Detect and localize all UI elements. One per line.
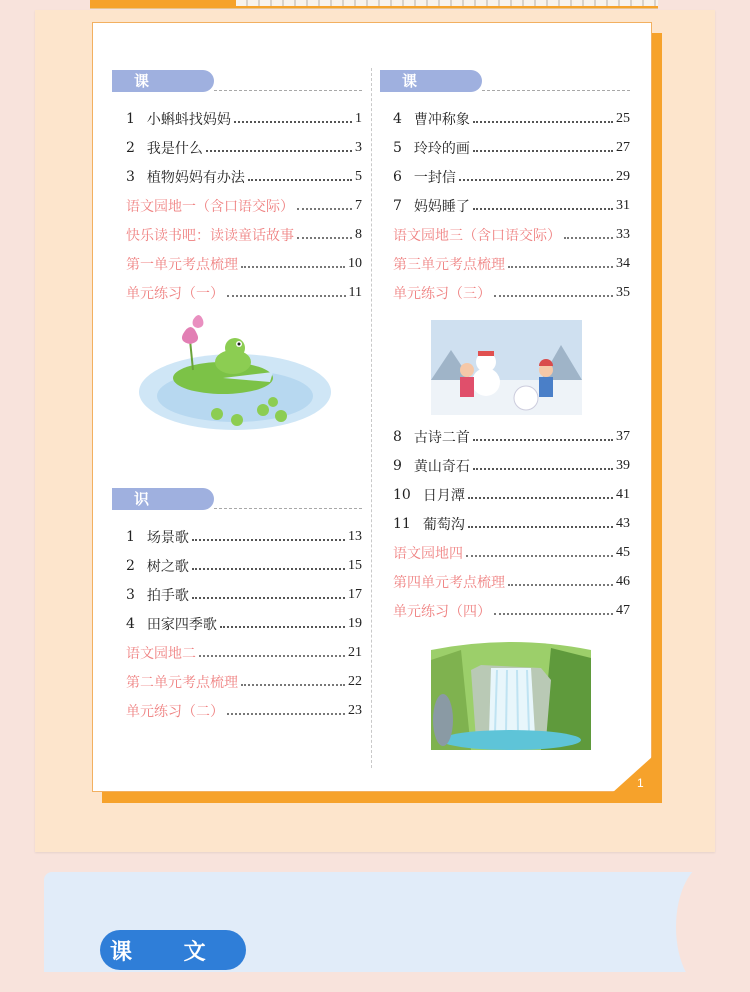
toc-entry-number: 9 [393, 457, 402, 474]
toc-entry-title: 单元练习（四） [393, 603, 491, 620]
toc-entry-page: 3 [355, 139, 362, 155]
toc-entry-number: 11 [393, 515, 411, 532]
toc-entry-page: 43 [616, 515, 630, 531]
dot-leader [468, 497, 613, 499]
dot-leader [564, 237, 613, 239]
toc-entry-page: 19 [348, 615, 362, 631]
dot-leader [473, 150, 613, 152]
section-rule [214, 508, 362, 509]
toc-entry-number: 5 [393, 139, 402, 156]
top-page-strip [90, 0, 658, 9]
toc-entry-title: 第三单元考点梳理 [393, 256, 505, 273]
toc-entry-number: 2 [126, 139, 135, 156]
dot-leader [508, 584, 613, 586]
toc-entry-number: 3 [126, 586, 135, 603]
dot-leader [473, 121, 613, 123]
dot-leader [473, 468, 613, 470]
dot-leader [494, 613, 613, 615]
toc-entry-title: 语文园地三（含口语交际） [393, 227, 561, 244]
toc-entry-title: 单元练习（一） [126, 285, 224, 302]
toc-entry-title: 第一单元考点梳理 [126, 256, 238, 273]
section-label-kewen-right: 课 文 [380, 70, 482, 92]
toc-entry-title: 树之歌 [146, 558, 189, 575]
toc-entry-page: 15 [348, 557, 362, 573]
toc-entry-title: 葡萄沟 [422, 516, 465, 533]
toc-entry-title: 小蝌蚪找妈妈 [146, 111, 231, 128]
toc-entry-title: 场景歌 [146, 529, 189, 546]
toc-entry-page: 34 [616, 255, 630, 271]
toc-entry-number: 8 [393, 428, 402, 445]
toc-entry-page: 27 [616, 139, 630, 155]
toc-entry-page: 45 [616, 544, 630, 560]
toc-entry-page: 31 [616, 197, 630, 213]
toc-entry[interactable] [393, 133, 630, 162]
toc-entry[interactable] [393, 104, 630, 133]
dot-leader [192, 539, 345, 541]
toc-entry[interactable] [126, 278, 362, 307]
dot-leader [241, 266, 345, 268]
dot-leader [199, 655, 345, 657]
toc-entry-title: 玲玲的画 [413, 140, 470, 157]
column-divider [371, 68, 372, 768]
toc-entry-number: 4 [393, 110, 402, 127]
toc-entry[interactable] [126, 638, 362, 667]
dot-leader [220, 626, 345, 628]
toc-entry[interactable] [393, 191, 630, 220]
toc-entry[interactable] [393, 567, 630, 596]
dot-leader [206, 150, 352, 152]
toc-list-left-1 [126, 104, 362, 307]
section-rule [482, 90, 630, 91]
dot-leader [227, 713, 345, 715]
toc-entry[interactable] [126, 220, 362, 249]
toc-entry-title: 我是什么 [146, 140, 203, 157]
toc-entry-number: 4 [126, 615, 135, 632]
toc-entry-number: 6 [393, 168, 402, 185]
waterfall-landscape-illustration [431, 640, 591, 750]
toc-entry-number: 1 [126, 528, 135, 545]
toc-entry[interactable] [393, 451, 630, 480]
toc-entry-number: 1 [126, 110, 135, 127]
toc-entry[interactable] [393, 480, 630, 509]
dot-leader [192, 597, 345, 599]
toc-entry-page: 29 [616, 168, 630, 184]
section-label-shizi: 识 字 [112, 488, 214, 510]
toc-entry-page: 41 [616, 486, 630, 502]
dot-leader [466, 555, 613, 557]
toc-entry-title: 黄山奇石 [413, 458, 470, 475]
section-label-kewen-left: 课 文 [112, 70, 214, 92]
toc-list-left-2 [126, 522, 362, 725]
toc-entry-page: 1 [355, 110, 362, 126]
toc-entry[interactable] [126, 162, 362, 191]
toc-entry[interactable] [126, 609, 362, 638]
toc-entry-number: 3 [126, 168, 135, 185]
dot-leader [297, 208, 352, 210]
toc-entry-page: 8 [355, 226, 362, 242]
dot-leader [297, 237, 352, 239]
toc-entry-title: 语文园地二 [126, 645, 196, 662]
section-rule [214, 90, 362, 91]
toc-entry[interactable] [393, 220, 630, 249]
dot-leader [248, 179, 352, 181]
toc-entry-title: 田家四季歌 [146, 616, 217, 633]
dot-leader [468, 526, 613, 528]
dot-leader [192, 568, 345, 570]
toc-entry-title: 单元练习（三） [393, 285, 491, 302]
dot-leader [241, 684, 345, 686]
toc-entry[interactable] [126, 133, 362, 162]
toc-entry-title: 第二单元考点梳理 [126, 674, 238, 691]
toc-entry-title: 快乐读书吧：读读童话故事 [126, 227, 294, 244]
toc-entry-page: 21 [348, 644, 362, 660]
toc-entry[interactable] [393, 278, 630, 307]
toc-entry[interactable] [393, 538, 630, 567]
toc-entry[interactable] [126, 667, 362, 696]
toc-entry[interactable] [126, 104, 362, 133]
toc-entry-title: 妈妈睡了 [413, 198, 470, 215]
toc-entry[interactable] [126, 696, 362, 725]
toc-entry-page: 39 [616, 457, 630, 473]
dot-leader [508, 266, 613, 268]
toc-entry-page: 13 [348, 528, 362, 544]
next-section-label: 课 文 [100, 930, 246, 970]
toc-entry[interactable] [393, 162, 630, 191]
toc-entry[interactable] [393, 249, 630, 278]
toc-entry-title: 语文园地四 [393, 545, 463, 562]
toc-entry-title: 曹冲称象 [413, 111, 470, 128]
toc-entry-number: 2 [126, 557, 135, 574]
toc-entry-title: 语文园地一（含口语交际） [126, 198, 294, 215]
toc-entry-page: 46 [616, 573, 630, 589]
dot-leader [494, 295, 613, 297]
toc-entry-page: 37 [616, 428, 630, 444]
toc-entry-title: 植物妈妈有办法 [146, 169, 245, 186]
toc-entry[interactable] [126, 522, 362, 551]
toc-entry-title: 单元练习（二） [126, 703, 224, 720]
toc-entry[interactable] [126, 551, 362, 580]
toc-entry-page: 17 [348, 586, 362, 602]
dot-leader [473, 208, 613, 210]
toc-entry-page: 7 [355, 197, 362, 213]
frog-on-lily-pad-illustration [135, 310, 335, 440]
toc-entry-title: 古诗二首 [413, 429, 470, 446]
toc-entry-title: 日月潭 [422, 487, 465, 504]
toc-entry-page: 22 [348, 673, 362, 689]
toc-entry[interactable] [126, 249, 362, 278]
toc-entry-page: 23 [348, 702, 362, 718]
toc-list-right-2 [393, 422, 630, 625]
toc-entry-title: 第四单元考点梳理 [393, 574, 505, 591]
toc-entry-page: 10 [348, 255, 362, 271]
toc-entry-number: 7 [393, 197, 402, 214]
toc-list-right-1 [393, 104, 630, 307]
toc-entry-page: 5 [355, 168, 362, 184]
page-number: 1 [637, 776, 644, 790]
dot-leader [227, 295, 346, 297]
toc-entry-title: 一封信 [413, 169, 456, 186]
toc-entry[interactable] [393, 509, 630, 538]
toc-entry[interactable] [126, 191, 362, 220]
toc-entry-page: 35 [616, 284, 630, 300]
toc-entry-title: 拍手歌 [146, 587, 189, 604]
toc-entry-number: 10 [393, 486, 411, 503]
toc-entry[interactable] [393, 422, 630, 451]
dot-leader [234, 121, 352, 123]
toc-entry-page: 47 [616, 602, 630, 618]
dot-leader [459, 179, 613, 181]
toc-entry-page: 33 [616, 226, 630, 242]
toc-entry[interactable] [393, 596, 630, 625]
toc-entry-page: 11 [348, 284, 362, 300]
toc-entry-page: 25 [616, 110, 630, 126]
children-building-snowman-illustration [431, 320, 582, 415]
toc-entry[interactable] [126, 580, 362, 609]
dot-leader [473, 439, 613, 441]
